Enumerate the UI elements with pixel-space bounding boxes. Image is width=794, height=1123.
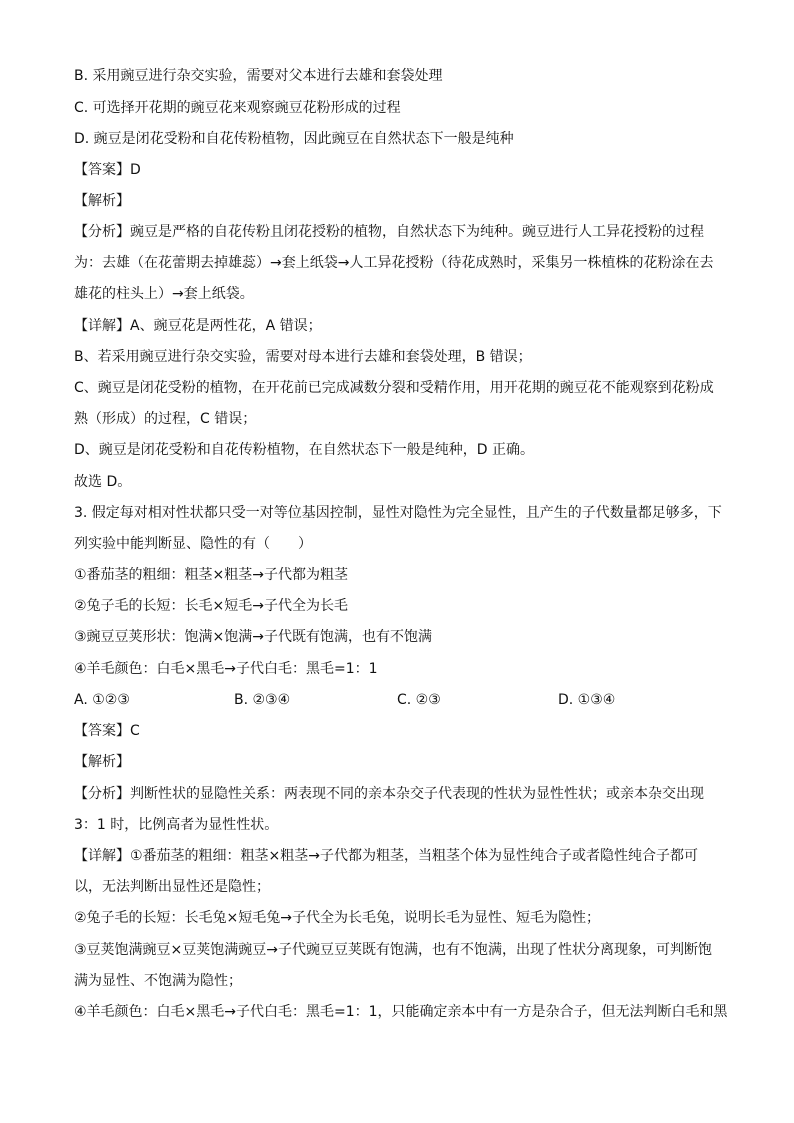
q2-analysis-line-3: 雄花的柱头上）→套上纸袋。 — [74, 286, 254, 302]
option-b-previous: B. 采用豌豆进行杂交实验，需要对父本进行去雄和套袋处理 — [74, 68, 443, 84]
q3-item-2: ②兔子毛的长短：长毛×短毛→子代全为长毛 — [74, 598, 349, 614]
q2-analysis-title: 【解析】 — [74, 193, 130, 209]
q2-analysis-line-2: 为：去雄（在花蕾期去掉雄蕊）→套上纸袋→人工异花授粉（待花成熟时，采集另一株植株的花粉涂在去 — [74, 255, 714, 271]
option-d-previous: D. 豌豆是闭花受粉和自花传粉植物，因此豌豆在自然状态下一般是纯种 — [74, 131, 514, 147]
q3-detail-line-3: ②兔子毛的长短：长毛兔×短毛兔→子代全为长毛兔，说明长毛为显性、短毛为隐性； — [74, 910, 601, 926]
q3-analysis-title: 【解析】 — [74, 754, 130, 770]
q2-detail-line-2: B、若采用豌豆进行杂交实验，需要对母本进行去雄和套袋处理，B 错误； — [74, 349, 532, 365]
q2-detail-line-1: 【详解】A、豌豆花是两性花，A 错误； — [74, 318, 322, 334]
q3-detail-line-5: 满为显性、不饱满为隐性； — [74, 973, 242, 989]
q2-detail-line-3: C、豌豆是闭花受粉的植物，在开花前已完成减数分裂和受精作用，用开花期的豌豆花不能观察到花粉成 — [74, 380, 714, 396]
q3-stem-line-1: 3. 假定每对相对性状都只受一对等位基因控制，显性对隐性为完全显性，且产生的子代数量都足够多，下 — [74, 505, 722, 521]
q3-detail-line-1: 【详解】①番茄茎的粗细：粗茎×粗茎→子代都为粗茎，当粗茎个体为显性纯合子或者隐性纯合子都可 — [74, 848, 699, 864]
q3-detail-line-6: ④羊毛颜色：白毛×黑毛→子代白毛：黑毛=1：1，只能确定亲本中有一方是杂合子，但无法判断白毛和黑 — [74, 1004, 728, 1020]
q3-detail-line-4: ③豆荚饱满豌豆×豆荚饱满豌豆→子代豌豆豆荚既有饱满，也有不饱满，出现了性状分离现象，可判断饱 — [74, 942, 713, 958]
q3-item-4: ④羊毛颜色：白毛×黑毛→子代白毛：黑毛=1：1 — [74, 661, 378, 677]
q2-conclusion: 故选 D。 — [74, 474, 132, 490]
q3-item-3: ③豌豆豆荚形状：饱满×饱满→子代既有饱满，也有不饱满 — [74, 629, 433, 645]
q2-detail-line-5: D、豌豆是闭花受粉和自花传粉植物，在自然状态下一般是纯种，D 正确。 — [74, 442, 535, 458]
q3-item-1: ①番茄茎的粗细：粗茎×粗茎→子代都为粗茎 — [74, 567, 349, 583]
q3-analysis-line-1: 【分析】判断性状的显隐性关系：两表现不同的亲本杂交子代表现的性状为显性性状；或亲本杂交出现 — [74, 786, 704, 802]
q3-analysis-line-2: 3：1 时，比例高者为显性性状。 — [74, 817, 279, 833]
q3-option-d: D. ①③④ — [558, 692, 616, 708]
q3-answer: 【答案】C — [74, 723, 140, 739]
q3-option-a: A. ①②③ — [74, 692, 130, 708]
option-c-previous: C. 可选择开花期的豌豆花来观察豌豆花粉形成的过程 — [74, 100, 401, 116]
q3-option-b: B. ②③④ — [234, 692, 291, 708]
q3-option-c: C. ②③ — [397, 692, 441, 708]
q2-detail-line-4: 熟（形成）的过程，C 错误； — [74, 411, 257, 427]
q2-answer: 【答案】D — [74, 162, 141, 178]
q3-detail-line-2: 以，无法判断出显性还是隐性； — [74, 879, 270, 895]
q2-analysis-line-1: 【分析】豌豆是严格的自花传粉且闭花授粉的植物，自然状态下为纯种。豌豆进行人工异花授粉的过程 — [74, 224, 704, 240]
q3-stem-line-2: 列实验中能判断显、隐性的有（ ） — [74, 536, 312, 552]
